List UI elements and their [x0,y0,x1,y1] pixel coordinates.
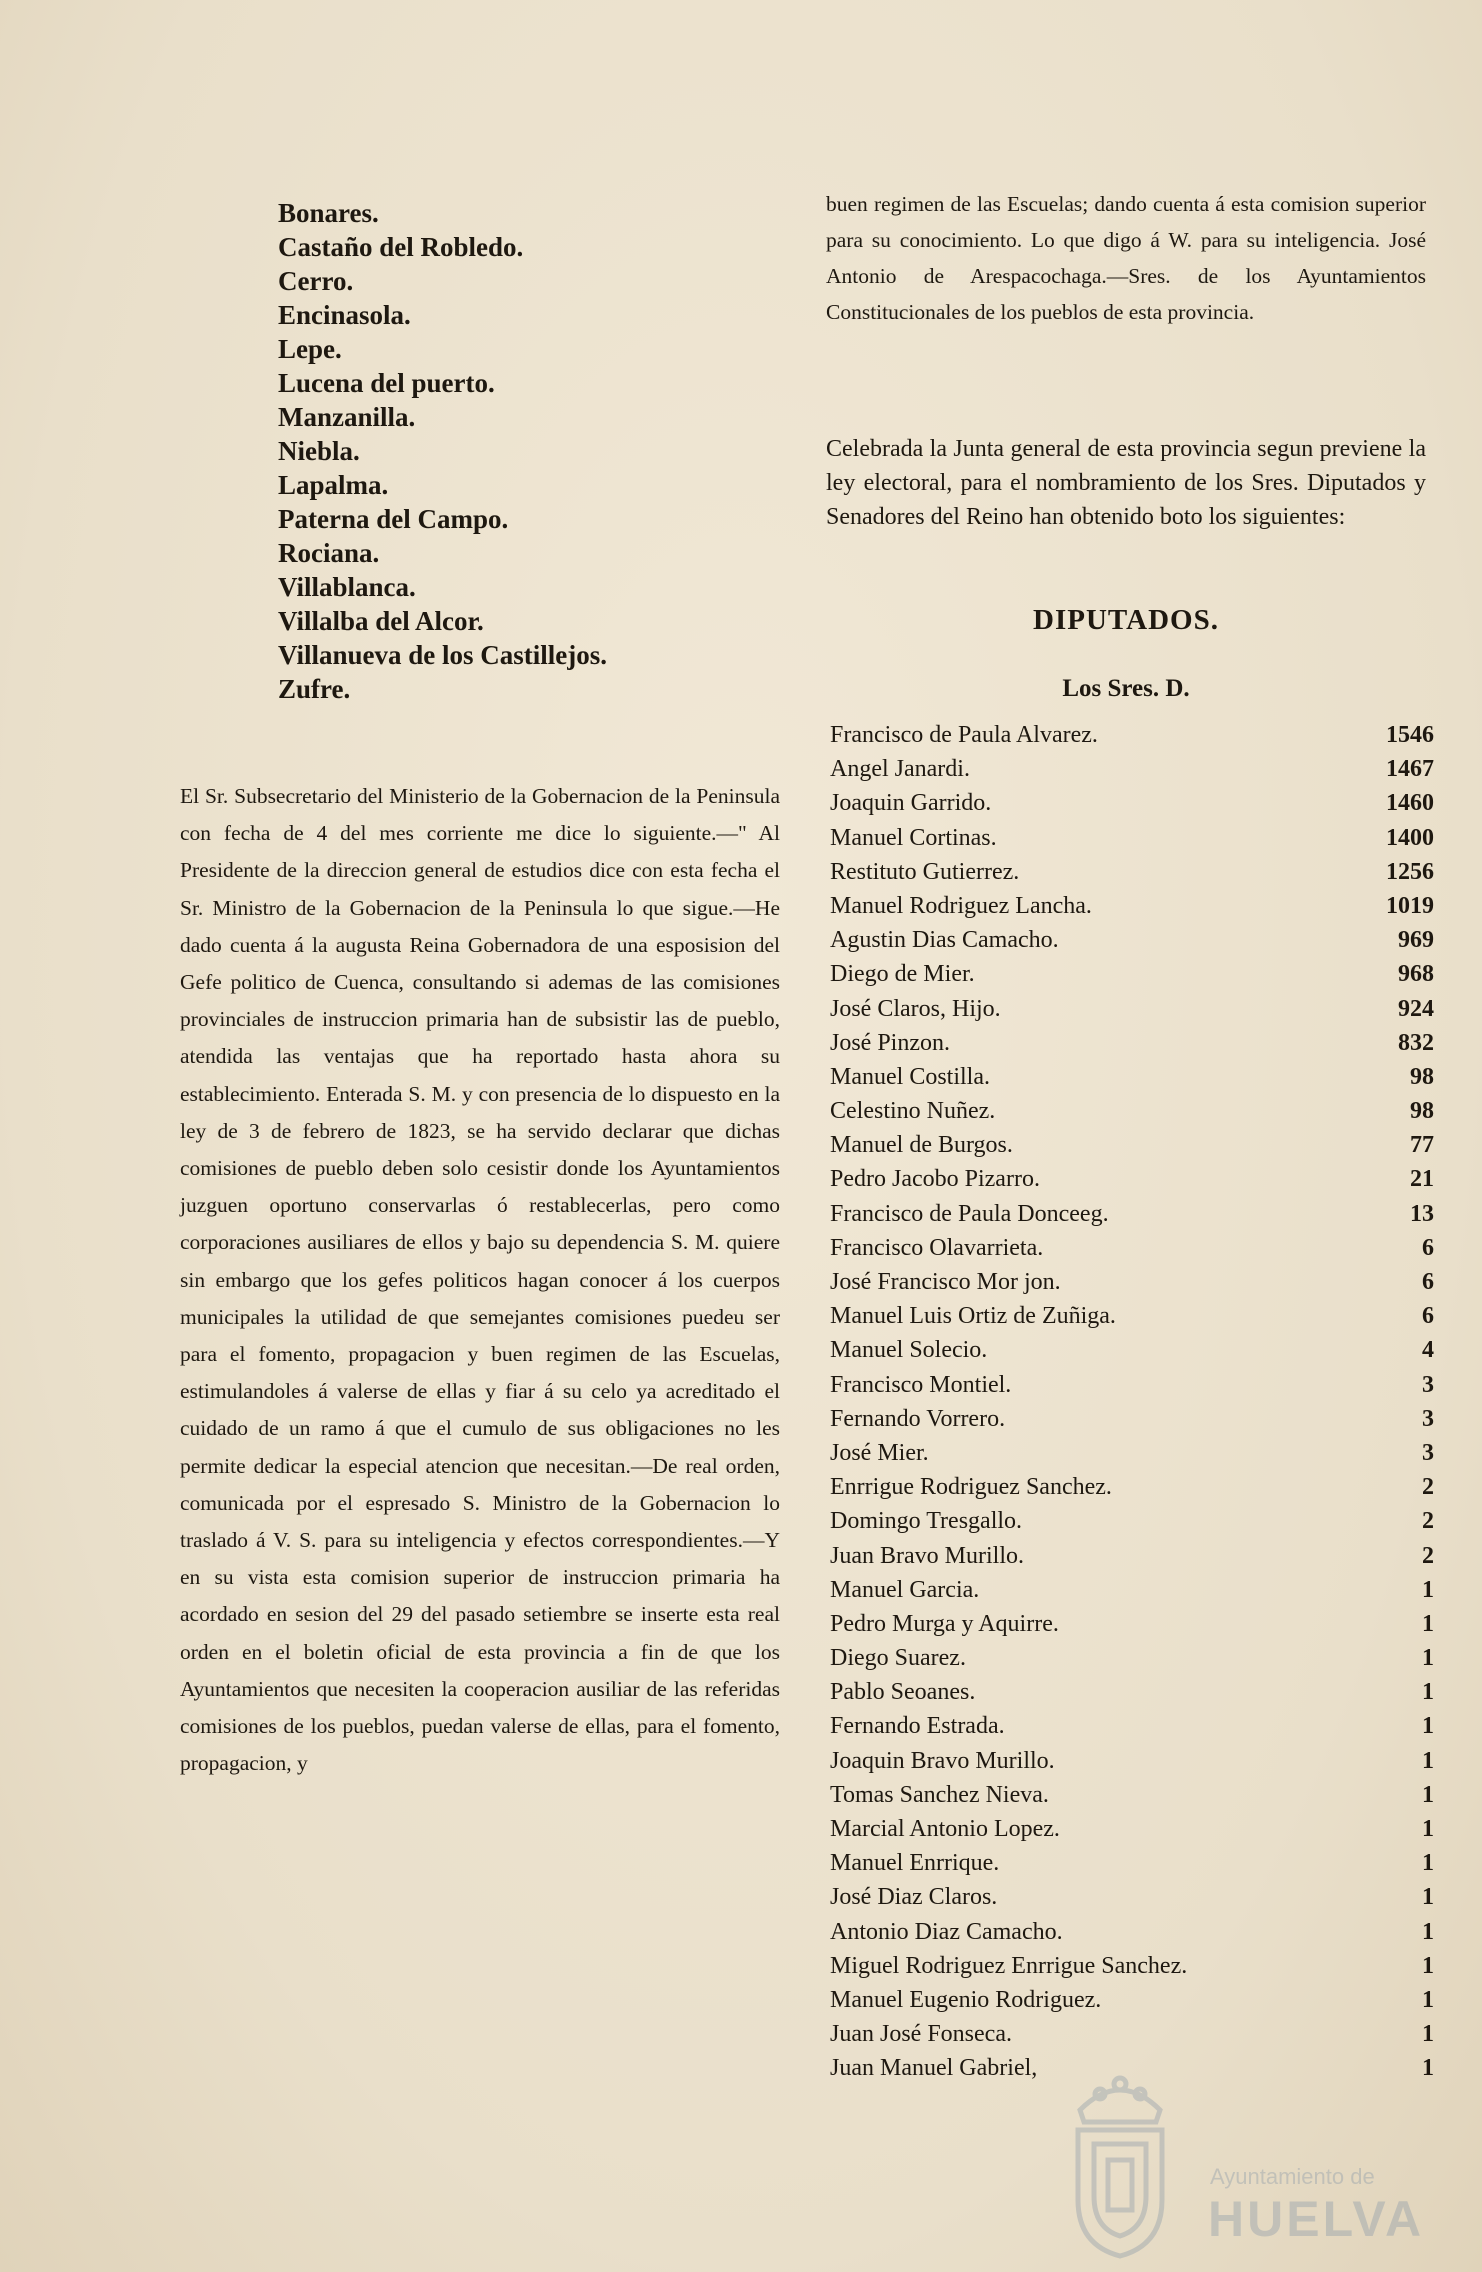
town-item: Zufre. [278,674,351,704]
vote-count: 21 [1410,1166,1434,1193]
candidate-name: Restituto Gutierrez. [830,858,1020,885]
vote-row [830,1539,1434,1573]
vote-row [830,1915,1434,1949]
town-item: Castaño del Robledo. [278,232,524,262]
vote-row [830,1846,1434,1880]
candidate-name: Francisco de Paula Alvarez. [830,722,1098,748]
vote-count: 1 [1422,1816,1434,1842]
vote-row [830,718,1434,752]
candidate-name: Marcial Antonio Lopez. [830,1816,1060,1842]
vote-count: 1 [1422,1986,1434,2013]
watermark-line-2: HUELVA [1208,2191,1425,2247]
vote-row [830,1094,1434,1128]
candidate-name: Domingo Tresgallo. [830,1508,1023,1535]
candidate-name: José Claros, Hijo. [830,995,1001,1022]
vote-row [830,1880,1434,1914]
candidate-name: Francisco de Paula Donceeg. [830,1200,1109,1227]
vote-row [830,786,1434,820]
watermark [1060,2070,1425,2260]
candidate-name: Juan Bravo Murillo. [830,1542,1024,1569]
candidate-name: Manuel Solecio. [830,1337,988,1364]
vote-row [830,1470,1434,1504]
town-item: Manzanilla. [278,402,416,432]
town-item: Encinasola. [278,300,411,330]
vote-count: 1400 [1386,824,1434,851]
candidate-name: Celestino Nuñez. [830,1098,996,1125]
candidate-name: Juan Manuel Gabriel, [830,2055,1038,2082]
vote-count: 924 [1398,995,1434,1022]
vote-count: 1019 [1386,892,1434,919]
candidate-name: Pedro Murga y Aquirre. [830,1610,1059,1637]
vote-count: 1 [1422,2055,1434,2082]
vote-count: 1 [1422,1713,1434,1740]
candidate-name: José Francisco Mor jon. [830,1269,1061,1295]
candidate-name: Joaquin Bravo Murillo. [830,1747,1055,1774]
town-item: Paterna del Campo. [278,504,509,534]
vote-count: 968 [1398,961,1434,988]
vote-count: 98 [1410,1063,1434,1090]
vote-count: 1 [1422,1679,1434,1706]
candidate-name: Joaquin Garrido. [830,790,992,817]
candidate-name: Manuel Garcia. [830,1576,980,1603]
vote-row [830,1368,1434,1402]
vote-count: 1 [1422,1850,1434,1877]
vote-count: 1 [1422,2021,1434,2048]
candidate-name: Francisco Montiel. [830,1371,1012,1398]
vote-list [830,718,1434,2086]
vote-count: 2 [1422,1542,1434,1569]
candidate-name: Fernando Vorrero. [830,1405,1006,1432]
town-list [278,196,798,706]
town-item: Cerro. [278,266,354,296]
vote-row [830,1983,1434,2017]
candidate-name: Juan José Fonseca. [830,2021,1012,2048]
vote-row [830,1026,1434,1060]
vote-count: 2 [1422,1508,1434,1535]
candidate-name: Manuel Eugenio Rodriguez. [830,1986,1102,2013]
vote-count: 1 [1422,1576,1434,1603]
vote-count: 832 [1398,1029,1434,1056]
vote-row [830,1436,1434,1470]
crest-icon [1060,2070,1180,2260]
vote-row [830,1641,1434,1675]
vote-count: 1 [1422,1610,1434,1637]
vote-row [830,1504,1434,1538]
vote-row [830,821,1434,855]
candidate-name: Manuel Cortinas. [830,824,997,851]
vote-count: 969 [1398,927,1434,954]
vote-row [830,1128,1434,1162]
town-item: Rociana. [278,538,380,568]
section-title: DIPUTADOS. [1033,604,1219,636]
vote-row [830,992,1434,1026]
candidate-name: Manuel Enrrique. [830,1850,1000,1877]
election-intro-paragraph: Celebrada la Junta general de esta provincia segun previene la ley electoral, para el nombramiento de los Sres. Diputados y Senadores del Reino han obtenido boto los siguientes: [826,436,1426,530]
vote-row [830,1744,1434,1778]
candidate-name: Enrrigue Rodriguez Sanchez. [830,1474,1112,1501]
candidate-name: Fernando Estrada. [830,1713,1005,1740]
vote-count: 1256 [1386,858,1434,885]
town-item: Niebla. [278,436,360,466]
vote-row [830,1299,1434,1333]
vote-row [830,752,1434,786]
vote-count: 1 [1422,1645,1434,1672]
candidate-name: Pedro Jacobo Pizarro. [830,1166,1040,1193]
vote-count: 1 [1422,1918,1434,1945]
list-sub-header: Los Sres. D. [1062,675,1190,702]
town-item: Lucena del puerto. [278,368,495,398]
candidate-name: Diego Suarez. [830,1645,966,1672]
vote-count: 1 [1422,1781,1434,1808]
vote-count: 4 [1422,1337,1434,1364]
vote-count: 6 [1422,1303,1434,1330]
town-item: Villanueva de los Castillejos. [278,640,608,670]
candidate-name: Diego de Mier. [830,961,975,988]
vote-row [830,1333,1434,1367]
vote-count: 1546 [1386,722,1434,748]
vote-row [830,1231,1434,1265]
vote-row [830,1778,1434,1812]
town-item: Villalba del Alcor. [278,606,484,636]
town-item: Villablanca. [278,572,416,602]
vote-row [830,855,1434,889]
candidate-name: Tomas Sanchez Nieva. [830,1781,1049,1808]
candidate-name: Angel Janardi. [830,756,970,783]
vote-count: 1 [1422,1747,1434,1774]
watermark-line-1: Ayuntamiento de [1210,2164,1375,2189]
vote-row [830,1197,1434,1231]
vote-row [830,2017,1434,2051]
vote-count: 3 [1422,1405,1434,1432]
circular-letter-text: El Sr. Subsecretario del Ministerio de la Gobernacion de la Peninsula con fecha de 4 del mes corriente me dice lo siguiente.—" Al Presidente de la direccion general de estudios dice con esta fecha el Sr. Ministro de la Gobernacion de la Peninsula lo que sigue.—He dado cuenta á la augusta Reina Gobernadora de una esposision del Gefe politico de Cuenca, consultando si ademas de las comisiones provinciales de instruccion primaria han de subsistir las de pueblo, atendida las ventajas que ha reportado hasta ahora su establecimiento. Enterada S. M. y con presencia de lo dispuesto en la ley de 3 de febrero de 1823, se ha servido declarar que dichas comisiones de pueblo deben solo cesistir donde los Ayuntamientos juzguen oportuno conservarlas ó restablecerlas, pero como corporaciones ausiliares de ellos y bajo su dependencia S. M. quiere sin embargo que los gefes politicos hagan conocer á los cuerpos municipales la utilidad de que semejantes comisiones puedeu ser para el fomento, propagacion y buen regimen de las Escuelas, estimulandoles á valerse de ellas y fiar á su celo ya acreditado el cuidado de un ramo á que el cumulo de sus obligaciones no les permite dedicar la especial atencion que necesitan.—De real orden, comunicada por el espresado S. Ministro de la Gobernacion lo traslado á V. S. para su inteligencia y efectos correspondientes.—Y en su vista esta comision superior de instruccion primaria ha acordado en sesion del 29 del pasado setiembre se inserte esta real orden en el boletin oficial de esta provincia a fin de que los Ayuntamientos que necesiten la cooperacion ausiliar de las referidas comisiones de los pueblos, puedan valerse de ellas, para el fomento, propagacion, y [180,784,780,1776]
vote-row [830,1573,1434,1607]
town-item: Bonares. [278,198,379,228]
vote-count: 3 [1422,1371,1434,1398]
candidate-name: Manuel Luis Ortiz de Zuñiga. [830,1303,1116,1330]
vote-row [830,1709,1434,1743]
vote-row [830,957,1434,991]
vote-row [830,1265,1434,1299]
vote-row [830,889,1434,923]
circular-letter-continuation: buen regimen de las Escuelas; dando cuenta á esta comision superior para su conocimiento. Lo que digo á W. para su inteligencia. José Antonio de Arespacochaga.—Sres. de los Ayuntamientos Constitucionales de los pueblos de esta provincia. [826,192,1426,324]
candidate-name: Antonio Diaz Camacho. [830,1918,1063,1945]
candidate-name: Manuel Rodriguez Lancha. [830,892,1092,919]
vote-count: 3 [1422,1439,1434,1466]
vote-row [830,1812,1434,1846]
vote-row [830,1607,1434,1641]
vote-count: 77 [1410,1132,1434,1159]
vote-count: 1460 [1386,790,1434,817]
vote-count: 13 [1410,1200,1434,1227]
vote-count: 2 [1422,1474,1434,1501]
vote-row [830,1949,1434,1983]
vote-row [830,1675,1434,1709]
candidate-name: José Diaz Claros. [830,1884,998,1911]
vote-count: 1 [1422,1952,1434,1979]
candidate-name: José Mier. [830,1439,929,1466]
vote-row [830,1402,1434,1436]
candidate-name: Pablo Seoanes. [830,1679,976,1706]
vote-row [830,1162,1434,1196]
vote-row [830,923,1434,957]
candidate-name: Manuel de Burgos. [830,1132,1013,1159]
candidate-name: Manuel Costilla. [830,1063,990,1090]
candidate-name: José Pinzon. [830,1029,950,1056]
candidate-name: Agustin Dias Camacho. [830,927,1059,954]
town-item: Lapalma. [278,470,389,500]
candidate-name: Francisco Olavarrieta. [830,1234,1044,1261]
town-item: Lepe. [278,334,342,364]
vote-row [830,1060,1434,1094]
vote-count: 6 [1422,1234,1434,1261]
candidate-name: Miguel Rodriguez Enrrigue Sanchez. [830,1952,1188,1979]
vote-count: 6 [1422,1269,1434,1295]
vote-count: 98 [1410,1098,1434,1125]
vote-count: 1 [1422,1884,1434,1911]
vote-count: 1467 [1386,756,1434,783]
